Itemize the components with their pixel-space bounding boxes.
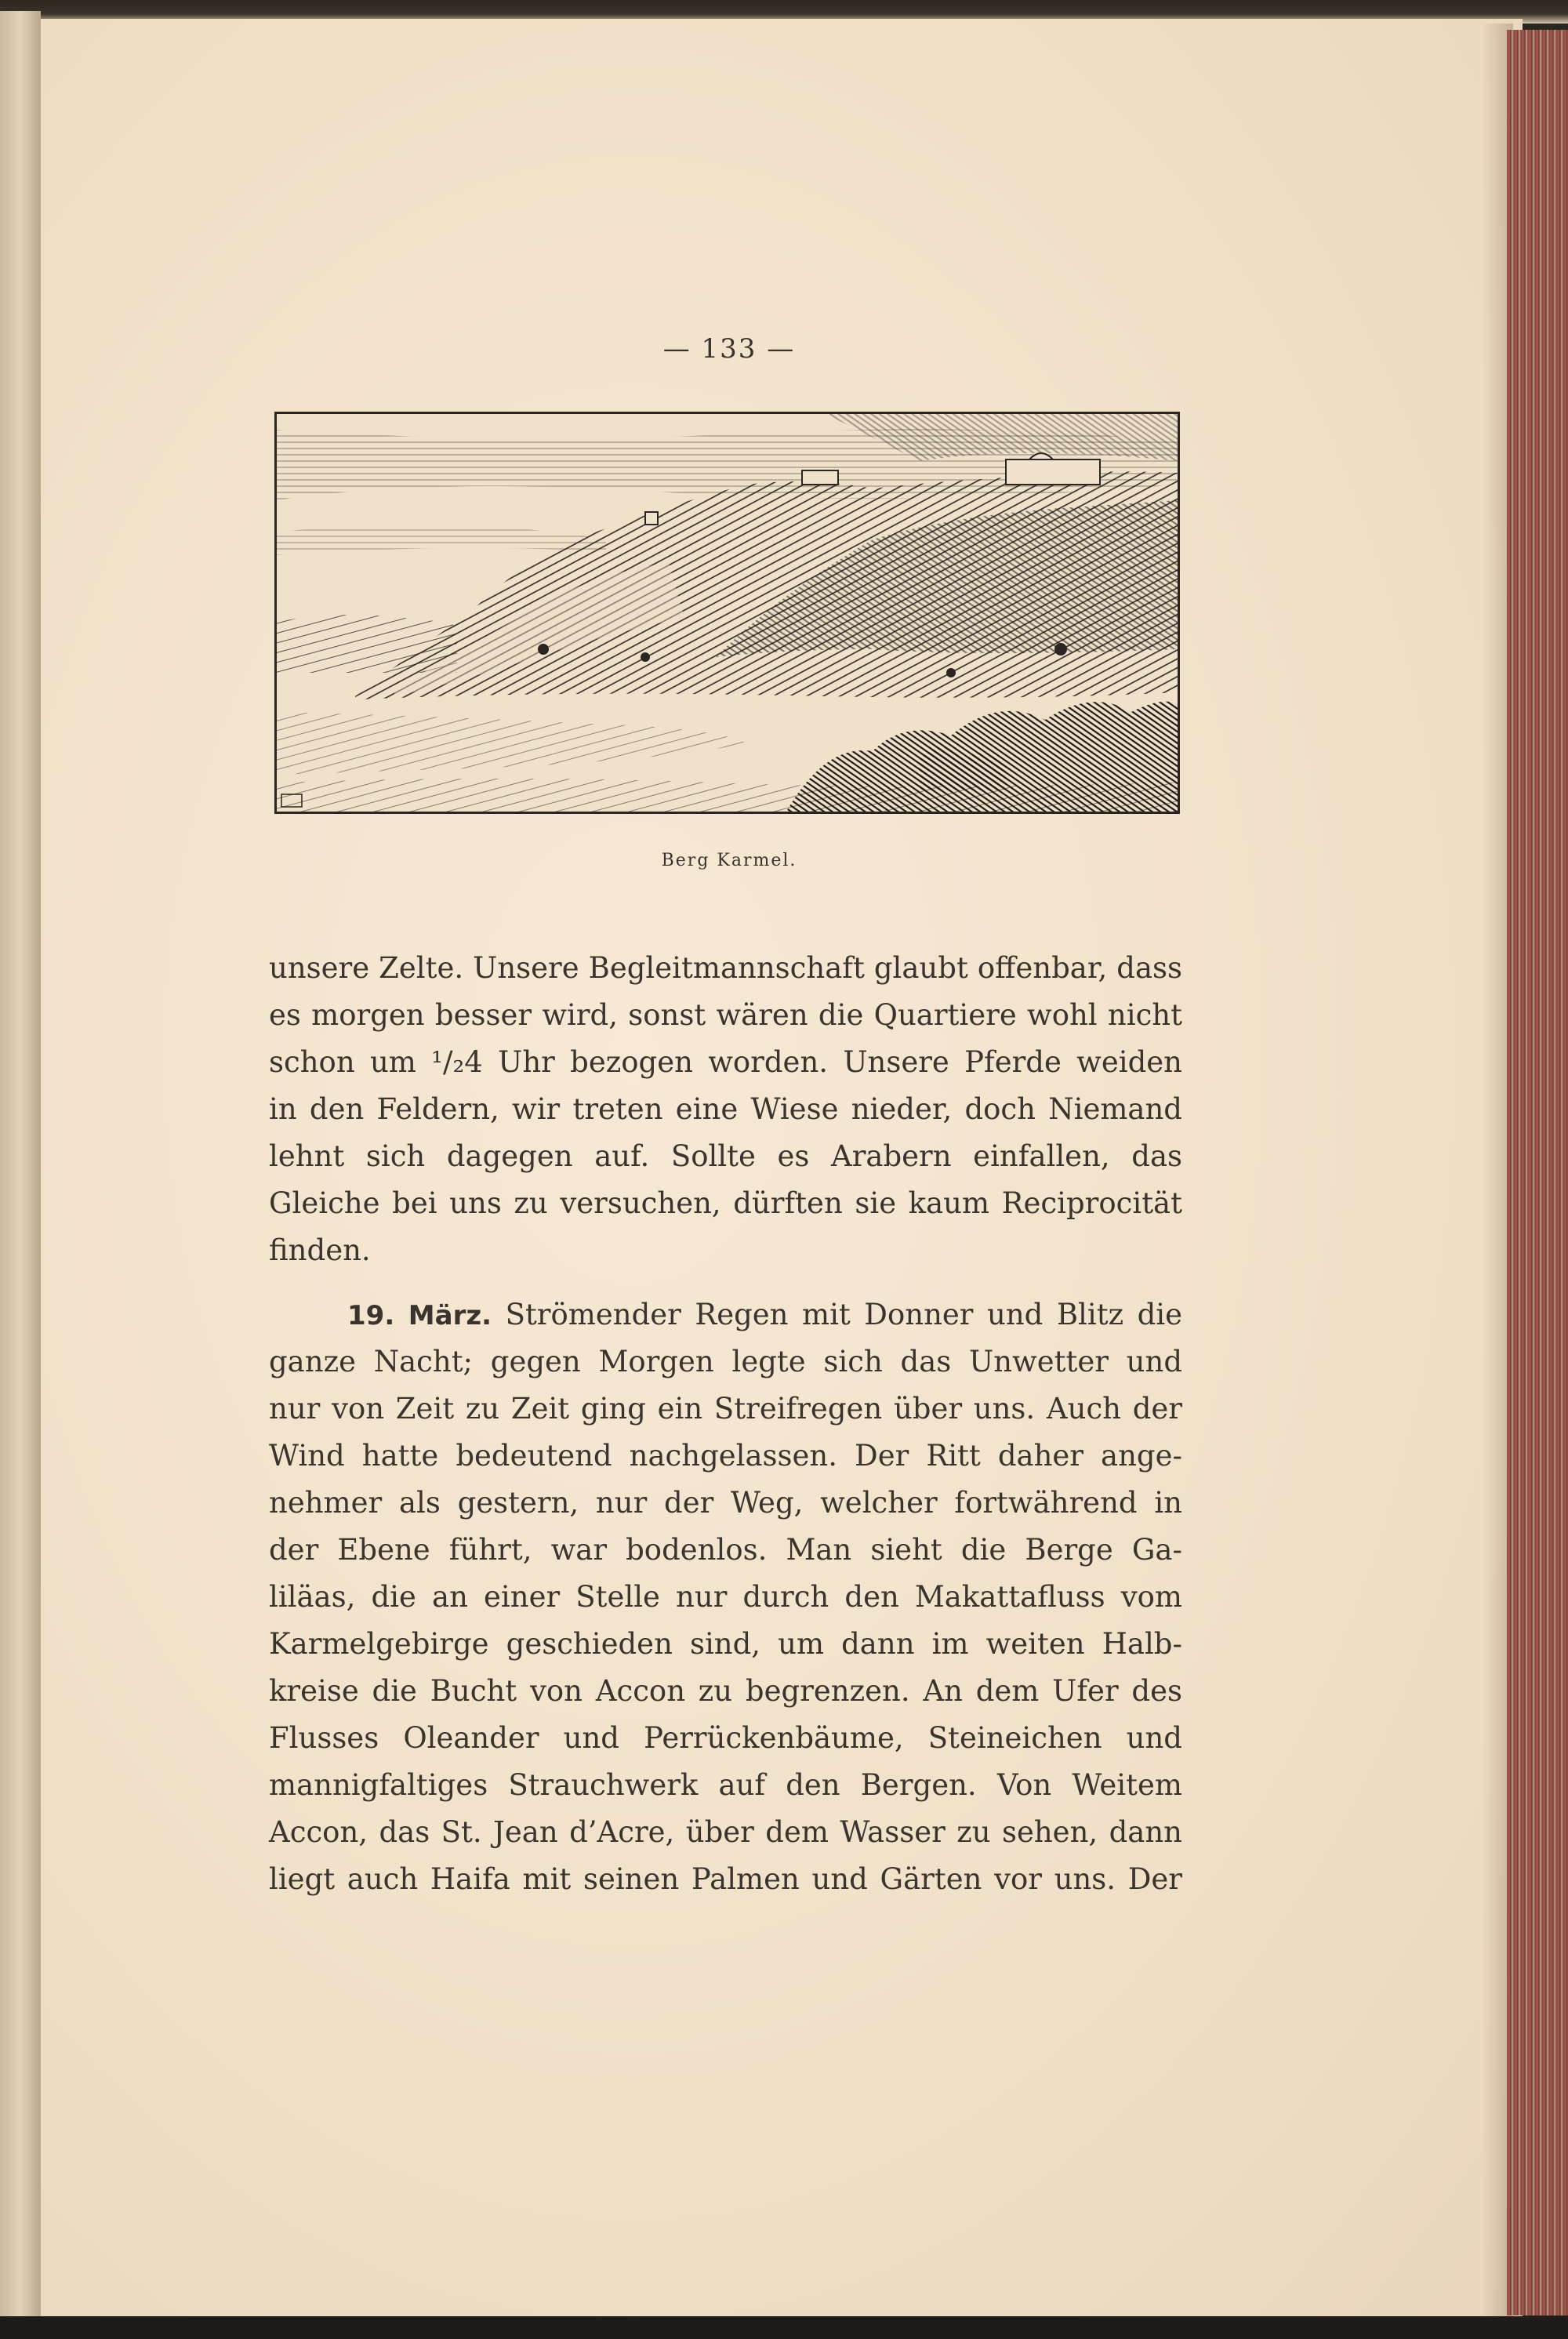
monastery-building [1006, 459, 1100, 485]
book-bottom-edge [0, 2316, 1568, 2339]
text-line: finden. [269, 1233, 371, 1267]
text-line: ganze Nacht; gegen Morgen legte sich das Unwetter und [269, 1345, 1182, 1378]
text-line: nehmer als gestern, nur der Weg, welcher fortwährend in [269, 1486, 1182, 1520]
text-line: Karmelgebirge geschieden sind, um dann im weiten Halb- [269, 1627, 1182, 1661]
text-line: der Ebene führt, war bodenlos. Man sieht die Berge Ga- [269, 1533, 1182, 1567]
text-line: liläas, die an einer Stelle nur durch den Makattafluss vom [269, 1580, 1182, 1614]
tree [946, 668, 956, 677]
hilltop-chapel [802, 470, 838, 485]
text-fragment: Strömender Regen mit Donner und Blitz die [505, 1298, 1182, 1331]
text-line: mannigfaltiges Strauchwerk auf den Bergen. Von Weitem [269, 1768, 1182, 1802]
text-line: Wind hatte bedeutend nachgelassen. Der Ritt daher ange- [269, 1439, 1182, 1473]
text-line: kreise die Bucht von Accon zu begrenzen. An dem Ufer des [269, 1674, 1182, 1708]
figure-caption: Berg Karmel. [661, 851, 797, 870]
text-line: unsere Zelte. Unsere Begleitmannschaft glaubt offenbar, dass [269, 951, 1182, 985]
text-line: lehnt sich dagegen auf. Sollte es Arabern einfallen, das [269, 1139, 1182, 1173]
diary-date: 19. März. [347, 1300, 492, 1331]
body-text [269, 945, 1182, 1903]
text-line: liegt auch Haifa mit seinen Palmen und Gärten vor uns. Der [269, 1862, 1182, 1896]
tree [1054, 643, 1067, 656]
tree [641, 652, 650, 662]
page-number: — 133 — [662, 333, 796, 365]
landscape-illustration [277, 414, 1178, 812]
adjacent-page-edge [0, 11, 41, 2320]
text-line: Accon, das St. Jean d’Acre, über dem Wasser zu sehen, dann [269, 1815, 1182, 1849]
small-tower [645, 512, 658, 525]
page-block-edges [1507, 30, 1568, 2315]
text-line: es morgen besser wird, sonst wären die Quartiere wohl nicht [269, 998, 1182, 1032]
text-line: Gleiche bei uns zu versuchen, dürften sie kaum Reciprocität [269, 1186, 1182, 1220]
text-line: nur von Zeit zu Zeit ging ein Streifregen über uns. Auch der [269, 1392, 1182, 1426]
tree [538, 644, 549, 655]
text-line: Flusses Oleander und Perrückenbäume, Steineichen und [269, 1721, 1182, 1755]
paragraph-opening-line [269, 1291, 1182, 1338]
text-line: schon um ¹/₂4 Uhr bezogen worden. Unsere Pferde weiden [269, 1045, 1182, 1079]
engraving-mount-carmel [274, 412, 1180, 814]
text-line: in den Feldern, wir treten eine Wiese nieder, doch Niemand [269, 1092, 1182, 1126]
